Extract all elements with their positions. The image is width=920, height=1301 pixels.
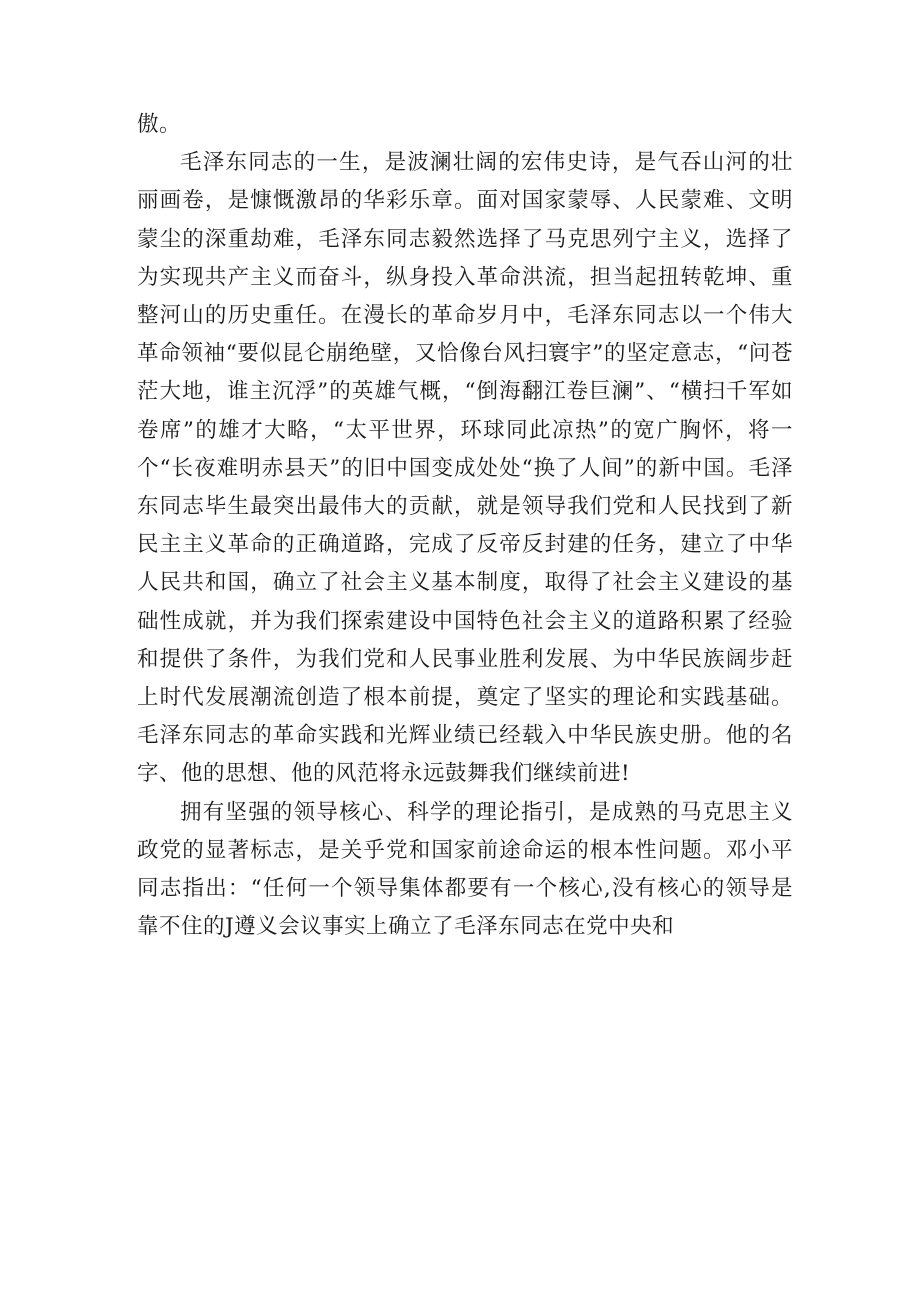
paragraph-leadership-core: 拥有坚强的领导核心、科学的理论指引，是成熟的马克思主义政党的显著标志，是关乎党和国家前途命运的根本性问题。邓小平同志指出：“任何一个领导集体都要有一个核心,没有核心的领导是靠不住的J遵义会议事实上确立了毛泽东同志在党中央和: [137, 799, 793, 940]
paragraph-continued: 傲。: [137, 112, 182, 137]
paragraph-mao-life: 毛泽东同志的一生，是波澜壮阔的宏伟史诗，是气吞山河的壮丽画卷，是慷慨激昂的华彩乐章。面对国家蒙辱、人民蒙难、文明蒙尘的深重劫难，毛泽东同志毅然选择了马克思列宁主义，选择了为实现共产主义而奋斗，纵身投入革命洪流，担当起扭转乾坤、重整河山的历史重任。在漫长的革命岁月中，毛泽东同志以一个伟大革命领袖“要似昆仑崩绝壁，又恰像台风扫寰宇”的坚定意志，“问苍茫大地，谁主沉浮”的英雄气概，“倒海翻江卷巨澜”、“横扫千军如卷席”的雄才大略，“太平世界，环球同此凉热”的宽广胸怀，将一个“长夜难明赤县天”的旧中国变成处处“换了人间”的新中国。毛泽东同志毕生最突出最伟大的贡献，就是领导我们党和人民找到了新民主主义革命的正确道路，完成了反帝反封建的任务，建立了中华人民共和国，确立了社会主义基本制度，取得了社会主义建设的基础性成就，并为我们探索建设中国特色社会主义的道路积累了经验和提供了条件，为我们党和人民事业胜利发展、为中华民族阔步赶上时代发展潮流创造了根本前提，奠定了坚实的理论和实践基础。毛泽东同志的革命实践和光辉业绩已经载入中华民族史册。他的名字、他的思想、他的风范将永远鼓舞我们继续前进!: [137, 150, 793, 787]
document-body: [137, 106, 793, 946]
